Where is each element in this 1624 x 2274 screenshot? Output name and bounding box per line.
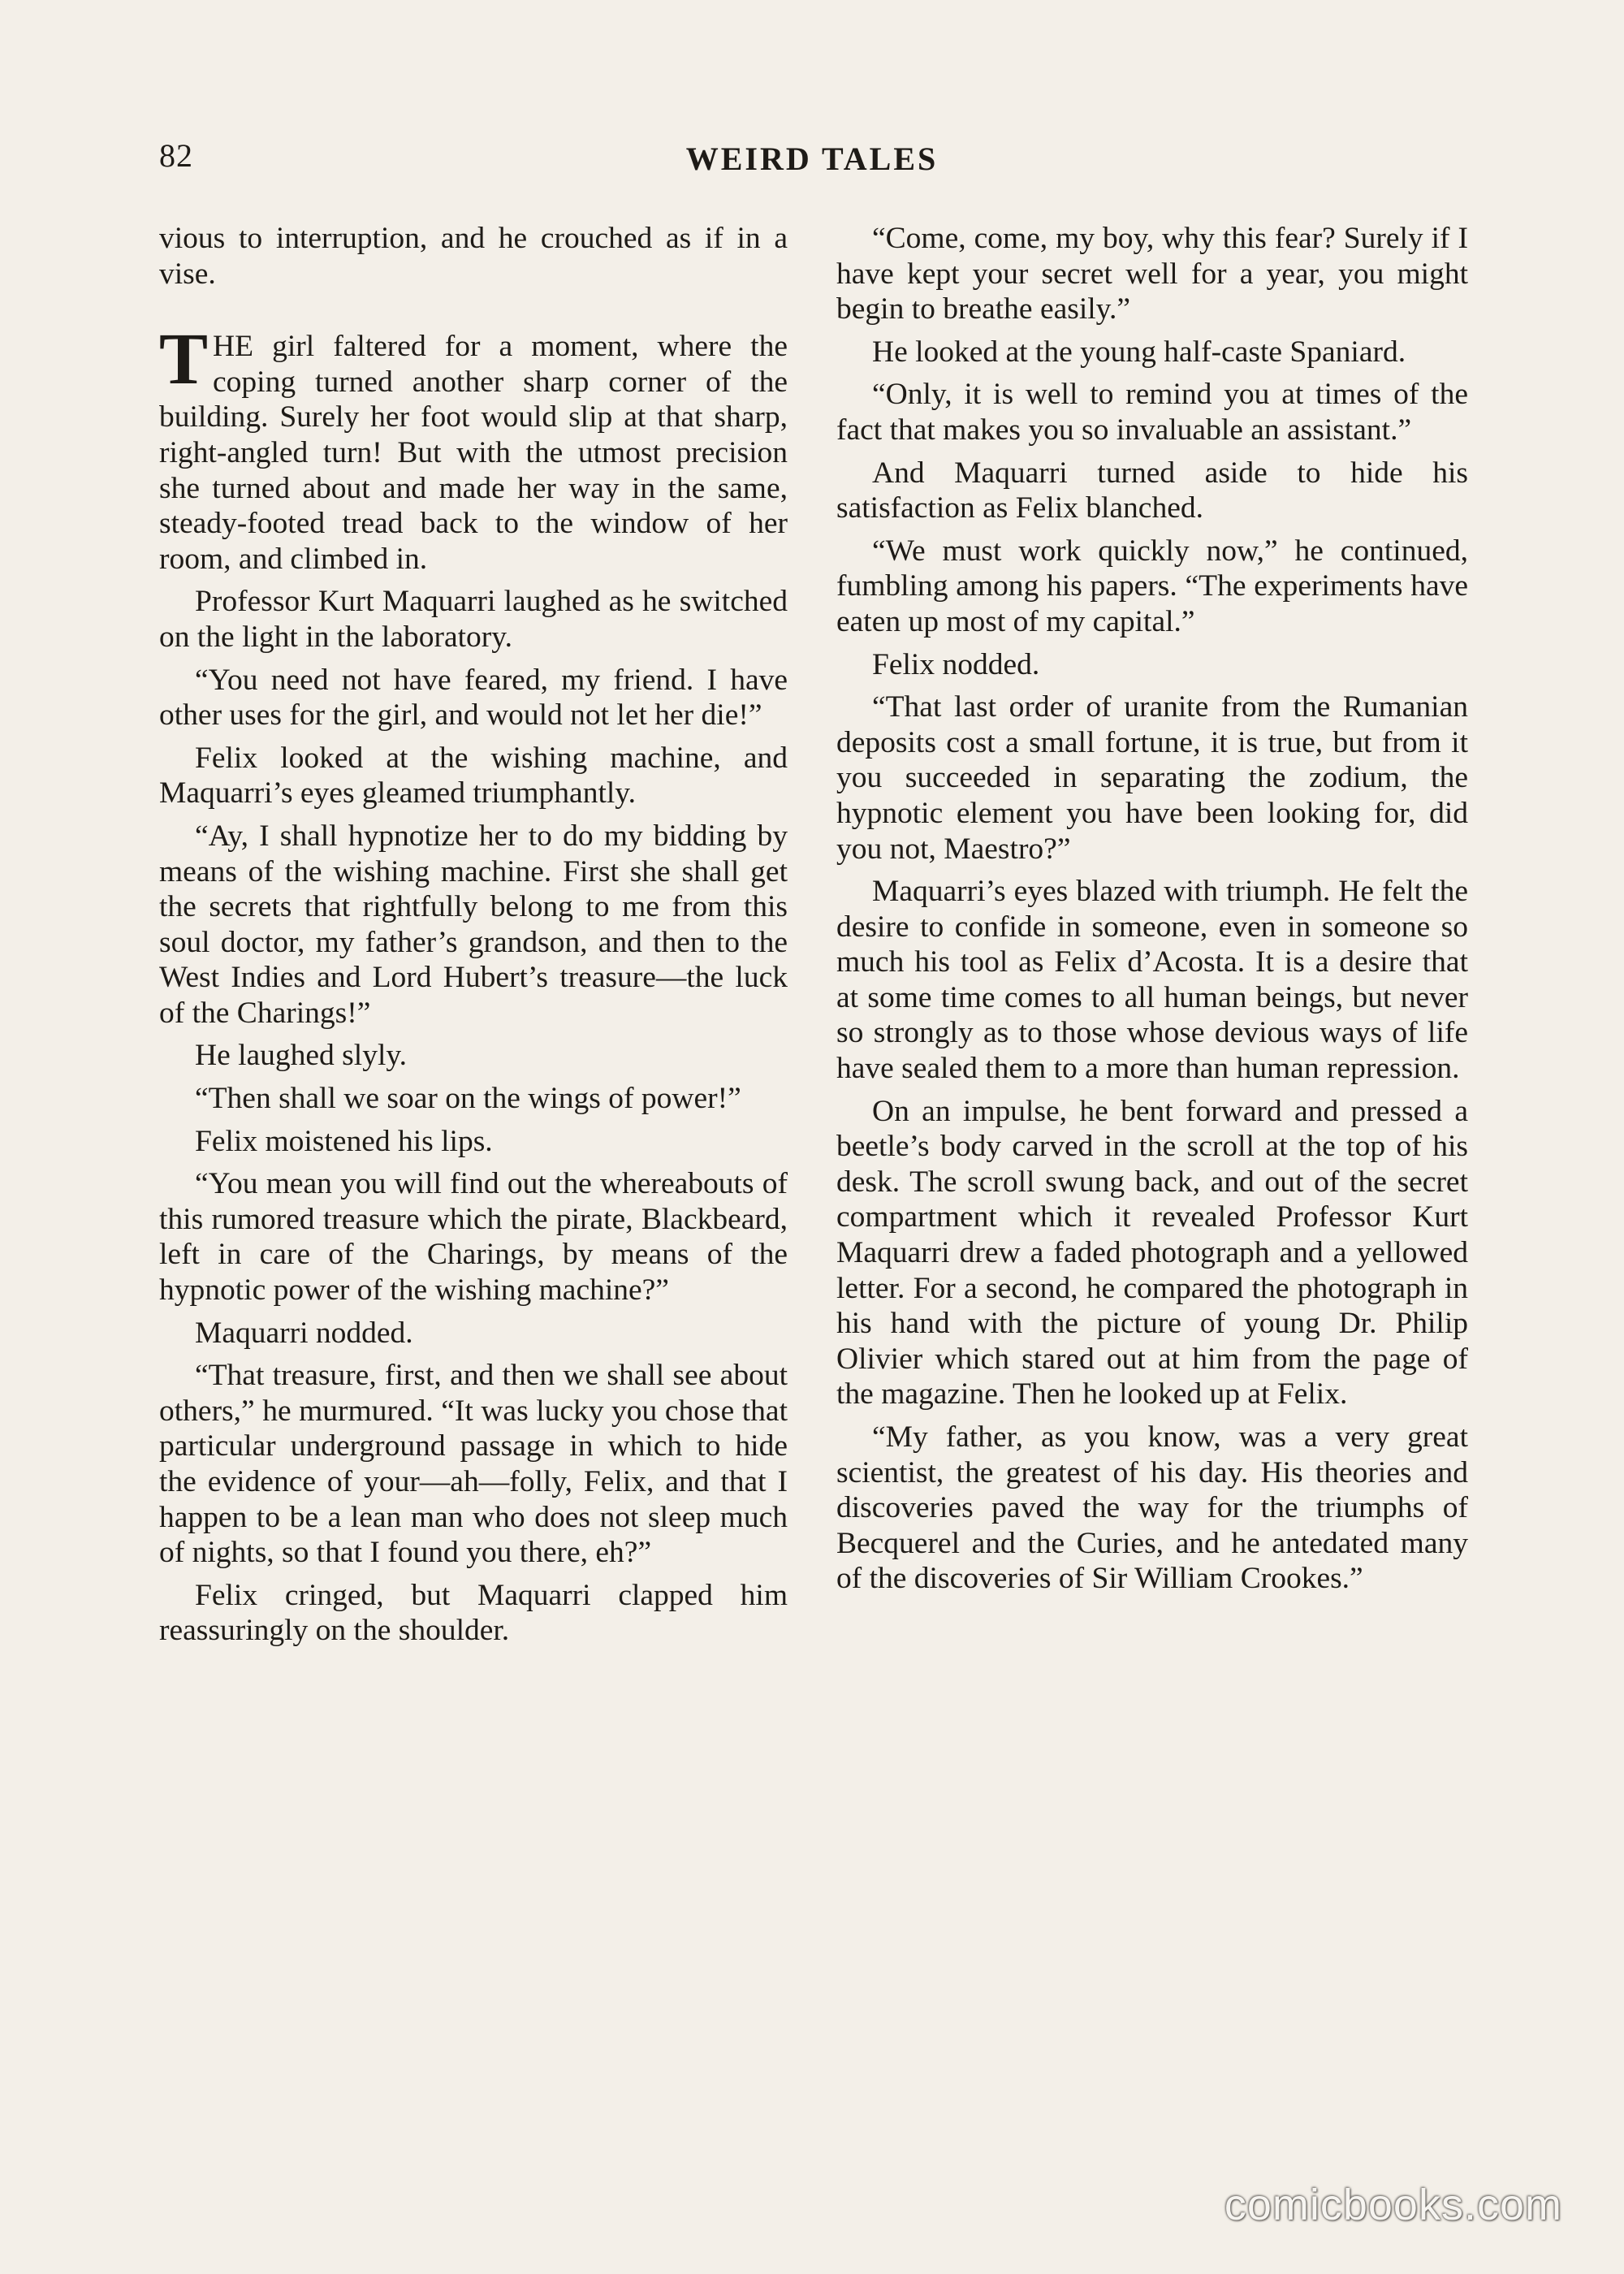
drop-cap: T bbox=[159, 319, 209, 400]
right-column bbox=[836, 221, 1468, 1604]
paragraph: He looked at the young half-caste Spaniard. bbox=[872, 335, 1406, 369]
paragraph: Maquarri nodded. bbox=[195, 1316, 413, 1350]
paragraph: “You need not have feared, my friend. I have other uses for the girl, and would not let her die!” bbox=[159, 663, 788, 733]
paragraph: “My father, as you know, was a very great scientist, the greatest of his day. His theories and discoveries paved the way for the triumphs of Becquerel and the Curies, and he antedated many of the discoveries of Sir William Crookes.” bbox=[836, 1420, 1468, 1596]
paragraph: Felix cringed, but Maquarri clapped him reassuringly on the shoulder. bbox=[159, 1578, 788, 1648]
paragraph: “Only, it is well to remind you at times of the fact that makes you so invaluable an assistant.” bbox=[836, 378, 1468, 447]
running-title: WEIRD TALES bbox=[685, 141, 939, 177]
paragraph: Felix nodded. bbox=[872, 647, 1040, 681]
left-column bbox=[159, 221, 788, 1656]
paragraph: “That last order of uranite from the Rumanian deposits cost a small fortune, it is true, but from it you succeeded in separating the zodium, the hypnotic element you have been looking for, did you not, Maestro?” bbox=[836, 690, 1468, 866]
paragraph: Professor Kurt Maquarri laughed as he switched on the light in the laboratory. bbox=[159, 585, 788, 654]
page-number: 82 bbox=[159, 137, 193, 174]
paragraph: Maquarri’s eyes blazed with triumph. He felt the desire to confide in someone, even in someone so much his tool as Felix d’Acosta. It is a desire that at some time comes to all human beings, but never so strongly as to those whose devious ways of life have sealed them to a more than human repression. bbox=[836, 875, 1468, 1086]
section-start-paragraph bbox=[159, 319, 788, 577]
paragraph: He laughed slyly. bbox=[195, 1039, 408, 1073]
paragraph: Felix moistened his lips. bbox=[195, 1124, 493, 1158]
paragraph: “Ay, I shall hypnotize her to do my bidding by means of the wishing machine. First she shall get the secrets that rightfully belong to me from this soul doctor, my father’s grandson, and then to the West Indies and Lord Hubert’s treasure—the luck of the Charings!” bbox=[159, 819, 788, 1030]
paragraph: vious to interruption, and he crouched as if in a vise. bbox=[159, 222, 788, 291]
paragraph: On an impulse, he bent forward and pressed a beetle’s body carved in the scroll at the top of his desk. The scroll swung back, and out of the secret compartment which it revealed Professor Kurt Maquarri drew a faded photograph and a yellowed letter. For a second, he compared the photograph in his hand with the picture of young Dr. Philip Olivier which stared out at him from the page of the magazine. Then he looked up at Felix. bbox=[836, 1094, 1468, 1412]
paragraph: “Then shall we soar on the wings of power!” bbox=[195, 1082, 741, 1116]
watermark: comicbooks.com bbox=[1224, 2181, 1562, 2229]
paragraph: “That treasure, first, and then we shall see about others,” he murmured. “It was lucky you chose that particular underground passage in which to hide the evidence of your—ah—folly, Felix, and that I happen to be a lean man who does not sleep much of nights, so that I found you there, eh?” bbox=[159, 1359, 788, 1570]
paragraph: “You mean you will find out the whereabouts of this rumored treasure which the pirate, Blackbeard, left in care of the Charings, by means of the hypnotic power of the wishing machine?” bbox=[159, 1167, 788, 1308]
paragraph-text: HE girl faltered for a moment, where the coping turned another sharp corner of the building. Surely her foot would slip at that sharp, right-angled turn! But with the utmost precision she turned about and made her way in the same, steady-footed tread back to the window of her room, and climbed in. bbox=[159, 330, 788, 576]
paragraph: Felix looked at the wishing machine, and Maquarri’s eyes gleamed triumphantly. bbox=[159, 741, 788, 811]
paragraph: And Maquarri turned aside to hide his satisfaction as Felix blanched. bbox=[836, 456, 1468, 525]
paragraph: “We must work quickly now,” he continued, fumbling among his papers. “The experiments have eaten up most of my capital.” bbox=[836, 534, 1468, 638]
paragraph: “Come, come, my boy, why this fear? Surely if I have kept your secret well for a year, you might begin to breathe easily.” bbox=[836, 222, 1468, 326]
